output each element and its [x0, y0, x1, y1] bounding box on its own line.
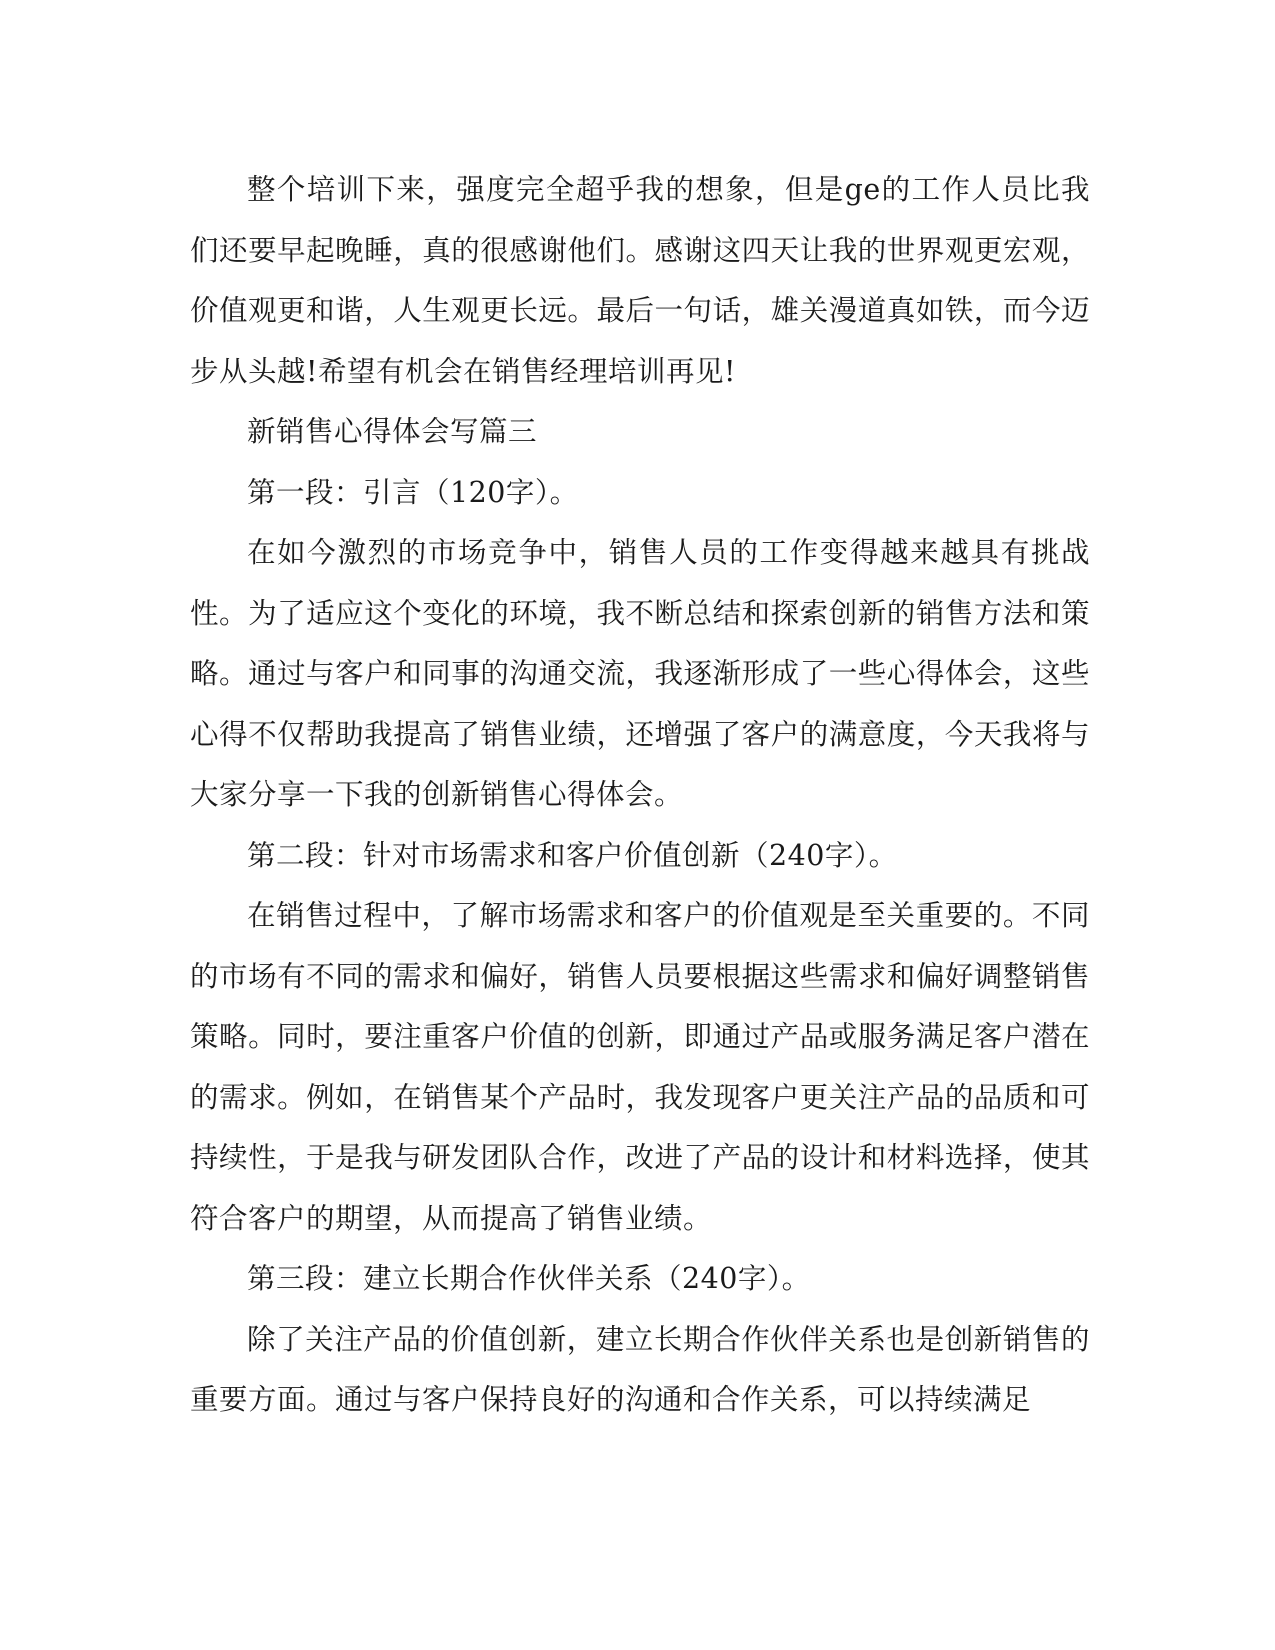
body-paragraph-intro: 在如今激烈的市场竞争中，销售人员的工作变得越来越具有挑战性。为了适应这个变化的环境，我不断总结和探索创新的销售方法和策略。通过与客户和同事的沟通交流，我逐渐形成了一些心得体会，这些心得不仅帮助我提高了销售业绩，还增强了客户的满意度，今天我将与大家分享一下我的创新销售心得体会。 [190, 536, 1090, 811]
body-paragraph-partnership: 除了关注产品的价值创新，建立长期合作伙伴关系也是创新销售的重要方面。通过与客户保持良好的沟通和合作关系，可以持续满足 [190, 1322, 1090, 1416]
section-heading: 新销售心得体会写篇三 [247, 415, 538, 448]
subheading-market-demand: 第二段：针对市场需求和客户价值创新（240字）。 [247, 838, 898, 872]
body-paragraph-closing: 整个培训下来，强度完全超乎我的想象，但是ge的工作人员比我们还要早起晚睡，真的很感谢他们。感谢这四天让我的世界观更宏观，价值观更和谐，人生观更长远。最后一句话，雄关漫道真如铁，而今迈步从头越!希望有机会在销售经理培训再见! [190, 173, 1090, 388]
document-body [190, 160, 1090, 1431]
subheading-intro: 第一段：引言（120字）。 [247, 475, 579, 509]
subheading-partnership: 第三段：建立长期合作伙伴关系（240字）。 [247, 1262, 811, 1295]
body-paragraph-market-demand: 在销售过程中，了解市场需求和客户的价值观是至关重要的。不同的市场有不同的需求和偏好，销售人员要根据这些需求和偏好调整销售策略。同时，要注重客户价值的创新，即通过产品或服务满足客户潜在的需求。例如，在销售某个产品时，我发现客户更关注产品的品质和可持续性，于是我与研发团队合作，改进了产品的设计和材料选择，使其符合客户的期望，从而提高了销售业绩。 [190, 899, 1090, 1235]
